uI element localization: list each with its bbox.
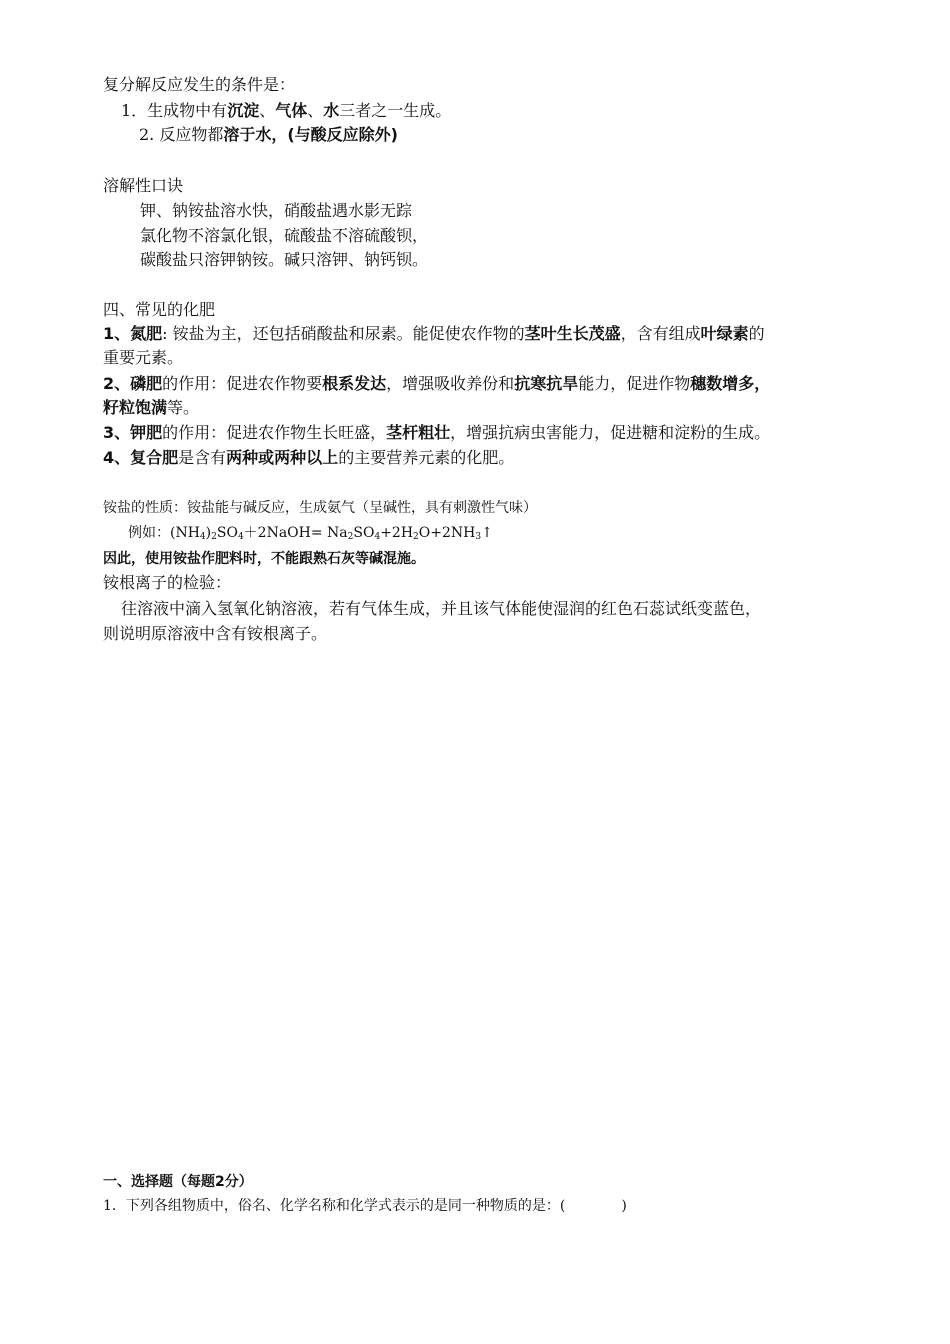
- nitrogen-fertilizer-line-2: 重要元素。: [103, 348, 184, 367]
- keyword-chlorophyll: 叶绿素: [700, 324, 749, 343]
- eq-sub: 4: [199, 532, 206, 542]
- equation-label: 例如：: [128, 525, 170, 541]
- potash-text-1: 的作用：促进农作物生长旺盛，: [162, 423, 387, 442]
- compound-fertilizer-line: [103, 447, 514, 469]
- question-1: 1．下列各组物质中，俗名、化学名称和化学式表示的是同一种物质的是：( ): [103, 1198, 627, 1214]
- eq-part: O+2NH: [418, 525, 476, 541]
- phosphate-text-3: 能力，促进作物: [578, 374, 691, 393]
- keyword-precipitate: 沉淀: [227, 101, 260, 120]
- separator: 、: [307, 101, 324, 120]
- eq-part: ↑: [481, 525, 493, 541]
- nitrogen-text-3: 的: [748, 324, 765, 343]
- fertilizer-title: 四、常见的化肥: [103, 300, 216, 319]
- ammonium-test-title: 铵根离子的检验：: [103, 573, 232, 592]
- keyword-cold-drought: 抗寒抗旱: [514, 374, 579, 393]
- phosphate-text-4: 等。: [167, 398, 200, 417]
- solubility-title: 溶解性口诀: [103, 176, 184, 195]
- ammonium-test-line-1: 往溶液中滴入氢氧化钠溶液，若有气体生成，并且该气体能使湿润的红色石蕊试纸变蓝色，: [121, 599, 762, 618]
- phosphate-text-2: ，增强吸收养份和: [386, 374, 515, 393]
- ammonium-properties: 铵盐的性质：铵盐能与碱反应，生成氨气（呈碱性，具有刺激性气味）: [103, 500, 537, 516]
- phosphate-text-1: 的作用：促进农作物要: [162, 374, 323, 393]
- quiz-header: [103, 1172, 253, 1192]
- condition-item-2: [139, 124, 398, 146]
- eq-sub: 2: [347, 532, 354, 542]
- condition-item-1-suffix: 三者之一生成。: [339, 101, 452, 120]
- compound-text-2: 的主要营养元素的化肥。: [338, 448, 515, 467]
- eq-sub: 2: [413, 532, 419, 542]
- condition-item-2-bold: 溶于水，(与酸反应除外): [223, 125, 398, 144]
- potash-fertilizer-label: 3、钾肥: [103, 423, 163, 442]
- eq-sub: 4: [374, 532, 381, 542]
- keyword-stem-leaf: 茎叶生长茂盛: [524, 324, 621, 343]
- keyword-two-or-more: 两种或两种以上: [226, 448, 339, 467]
- keyword-grains: 籽粒饱满: [103, 398, 168, 417]
- keyword-gas: 气体: [275, 101, 308, 120]
- keyword-ears: 穗数增多，: [690, 374, 771, 393]
- nitrogen-fertilizer-line: [103, 323, 765, 345]
- eq-sub: 3: [475, 532, 482, 542]
- conditions-title: 复分解反应发生的条件是：: [103, 75, 296, 94]
- ammonium-warning: [103, 549, 425, 569]
- eq-sub: 4: [237, 532, 244, 542]
- nitrogen-text-1: : 铵盐为主，还包括硝酸盐和尿素。能促使农作物的: [162, 324, 525, 343]
- nitrogen-text-2: ，含有组成: [620, 324, 701, 343]
- phosphate-fertilizer-label: 2、磷肥: [103, 374, 163, 393]
- ammonium-warning-text: 因此，使用铵盐作肥料时，不能跟熟石灰等碱混施。: [103, 551, 425, 567]
- solubility-line-3: 碳酸盐只溶钾钠铵。碱只溶钾、钠钙钡。: [140, 250, 429, 269]
- keyword-root: 根系发达: [322, 374, 387, 393]
- condition-item-1-prefix: 1．生成物中有: [121, 101, 228, 120]
- phosphate-fertilizer-line: [103, 373, 770, 395]
- keyword-water: 水: [323, 101, 340, 120]
- solubility-line-1: 钾、钠铵盐溶水快，硝酸盐遇水影无踪: [140, 201, 413, 220]
- eq-part: SO: [216, 525, 238, 541]
- potash-text-2: ，增强抗病虫害能力，促进糖和淀粉的生成。: [450, 423, 771, 442]
- eq-part: ): [205, 525, 212, 541]
- potash-fertilizer-line: [103, 422, 770, 444]
- eq-part: +2H: [380, 525, 414, 541]
- eq-part: (NH: [170, 525, 200, 541]
- eq-part: ＋2NaOH= Na: [243, 525, 348, 541]
- quiz-header-text: 一、选择题（每题2分）: [103, 1174, 253, 1190]
- keyword-stalk: 茎杆粗壮: [386, 423, 451, 442]
- phosphate-fertilizer-line-2: [103, 397, 199, 419]
- compound-text-1: 是含有: [178, 448, 227, 467]
- chemical-equation: [128, 523, 493, 543]
- eq-sub: 2: [211, 532, 217, 542]
- nitrogen-fertilizer-label: 1、氮肥: [103, 324, 163, 343]
- eq-part: SO: [353, 525, 375, 541]
- compound-number: 4、: [103, 448, 131, 467]
- condition-item-1: [121, 100, 451, 122]
- solubility-line-2: 氯化物不溶氯化银，硫酸盐不溶硫酸钡，: [140, 226, 429, 245]
- compound-fertilizer-label: 复合肥: [130, 448, 179, 467]
- condition-item-2-prefix: 2. 反应物都: [139, 125, 224, 144]
- ammonium-test-line-2: 则说明原溶液中含有铵根离子。: [103, 624, 328, 643]
- separator: 、: [259, 101, 276, 120]
